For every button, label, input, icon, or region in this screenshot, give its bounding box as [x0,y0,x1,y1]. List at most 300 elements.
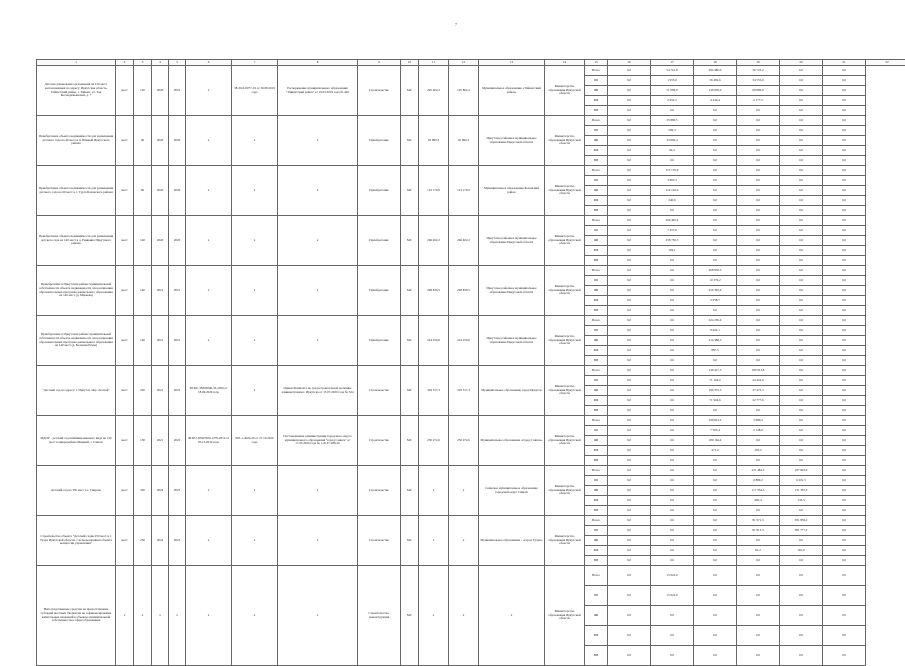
amount-cell: 0,0 [608,266,651,276]
funding-source-cell: ОБ [585,76,608,86]
funding-source-cell: ОБ [585,126,608,136]
permit-cell: х [186,566,232,666]
customer-cell: Муниципальное образование Боханский район [479,166,545,216]
amount-cell: 0,0 [651,106,694,116]
amount-cell: 0,0 [651,346,694,356]
amount-cell: 268 830,5 [694,266,737,276]
expertise-cell: х [232,466,278,516]
estimated-cost-cell: 224 250,0 [419,316,449,366]
amount-cell: 0,0 [694,536,737,546]
amount-cell: 0,0 [694,476,737,486]
amount-cell: 0,0 [651,406,694,416]
amount-cell: 0,0 [823,366,866,376]
amount-cell: 0,0 [823,76,866,86]
capacity-cell: 120 [134,66,152,116]
amount-cell: 0,0 [780,426,823,436]
unit-cell: мест [116,216,134,266]
amount-cell: 0,0 [737,406,780,416]
object-name-cell: Приобретение объекта недвижимости для размещения детского сада на 60 мест в с. Турга Боханского района [37,166,116,216]
amount-cell: 0,0 [780,216,823,226]
administrator-cell: Министерство образования Иркутской области [545,516,585,566]
ownership-cell: МС [401,66,419,116]
amount-cell: 0,0 [780,556,823,566]
amount-cell: 0,0 [823,286,866,296]
administrator-cell: Министерство образования Иркутской области [545,266,585,316]
end-year-cell: 2020 [169,166,186,216]
amount-cell: 0,0 [694,156,737,166]
amount-cell: 0,0 [608,626,651,646]
amount-cell: 0,0 [608,366,651,376]
administrator-cell: Министерство образования Иркутской области [545,66,585,116]
amount-cell: 0,0 [694,496,737,506]
funding-source-cell: Всего [585,266,608,276]
funding-source-cell: ОБ [585,276,608,286]
amount-cell: 0,0 [694,106,737,116]
unit-cell: х [116,566,134,666]
amount-cell: 0,0 [780,86,823,96]
amount-cell: 0,0 [694,216,737,226]
amount-cell: 0,0 [780,446,823,456]
amount-cell: 37 473,3 [737,386,780,396]
amount-cell: 0,0 [608,166,651,176]
amount-cell: 0,0 [651,426,694,436]
estimated-cost-cell: 45 990,3 [419,116,449,166]
amount-cell: 0,0 [651,386,694,396]
amount-cell: 509,3 [651,126,694,136]
amount-cell: 0,0 [694,126,737,136]
work-type-cell: Приобретение [358,216,401,266]
amount-cell: 0,0 [780,506,823,516]
funding-source-cell: ФБ [585,486,608,496]
amount-cell: 0,0 [823,446,866,456]
administrator-cell: Министерство образования Иркутской области [545,366,585,416]
amount-cell: 0,0 [737,276,780,286]
object-name-cell: Приобретение объекта недвижимости для размещения детского сада на 40 мест в п. Южный Иркутского района [37,116,116,166]
amount-cell: 0,0 [823,356,866,366]
amount-cell: 0,0 [694,136,737,146]
amount-cell: 0,0 [780,196,823,206]
amount-cell: 0,0 [608,336,651,346]
amount-cell: 0,0 [694,186,737,196]
amount-cell: 0,0 [737,356,780,366]
amount-cell: 0,0 [823,316,866,326]
amount-cell: 0,0 [823,276,866,286]
amount-cell: 0,0 [737,116,780,126]
amount-cell: 0,0 [737,156,780,166]
amount-cell: 69 890,0 [737,86,780,96]
decision-cell: х [278,566,358,666]
funding-source-cell: МБ [585,246,608,256]
amount-cell: 0,0 [780,246,823,256]
estimated-cost-cell: х [419,516,449,566]
amount-cell: 5 089,2 [737,416,780,426]
amount-cell: 0,0 [780,296,823,306]
capacity-cell: х [134,566,152,666]
column-number-header: 16 [608,60,651,66]
end-year-cell: 2022 [169,416,186,466]
funding-source-cell: Всего [585,66,608,76]
amount-cell: 0,0 [608,216,651,226]
funding-source-cell: ФБ [585,136,608,146]
amount-cell: 0,0 [737,436,780,446]
amount-cell: 0,0 [608,106,651,116]
amount-cell: 0,0 [823,626,866,646]
funding-source-cell: ОБ [585,586,608,606]
amount-cell: 0,0 [651,556,694,566]
expertise-cell: х [232,116,278,166]
amount-cell: 0,0 [823,146,866,156]
amount-cell: 0,0 [651,516,694,526]
amount-cell: 0,0 [651,496,694,506]
amount-cell: 0,0 [694,256,737,266]
customer-cell: х [479,566,545,666]
start-year-cell: 2022 [152,516,169,566]
amount-cell: 0,0 [608,516,651,526]
amount-cell: 0,0 [608,546,651,556]
amount-cell: 0,0 [780,256,823,266]
funding-source-cell: Всего [585,116,608,126]
amount-cell: 0,0 [651,356,694,366]
funding-source-cell: Всего [585,216,608,226]
amount-cell: 189 164,4 [694,436,737,446]
amount-cell: 0,0 [780,136,823,146]
funding-source-cell: Всего [585,366,608,376]
amount-cell: 240,6 [651,196,694,206]
amount-cell: 0,0 [737,316,780,326]
funding-source-cell: ВИ [585,506,608,516]
object-name-cell: МДОУ - детский сад комбинированного вида на 150 мест в микрорайоне Мирный, г. Саянск [37,416,116,466]
end-year-cell: 2020 [169,116,186,166]
remaining-cost-cell: х [449,466,479,516]
amount-cell: 0,0 [780,336,823,346]
column-number-header: 6 [186,60,232,66]
amount-cell: 0,0 [694,516,737,526]
amount-cell: 186 372,5 [694,386,737,396]
expertise-cell: 38-30-0-0077-19 от 30.08.2019 года [232,66,278,116]
capacity-cell: 350 [134,466,152,516]
unit-cell: мест [116,66,134,116]
amount-cell: 0,0 [780,456,823,466]
capacity-cell: 140 [134,266,152,316]
permit-cell: х [186,266,232,316]
expertise-cell: х [232,216,278,266]
amount-cell: 0,0 [780,326,823,336]
amount-cell: 0,0 [608,316,651,326]
amount-cell: 0,0 [823,66,866,76]
amount-cell: 0,0 [608,356,651,366]
amount-cell: 0,0 [823,386,866,396]
capacity-cell: 40 [134,116,152,166]
page-number: 7 [455,22,457,27]
ownership-cell: МС [401,116,419,166]
funding-source-cell: МБ [585,146,608,156]
ownership-cell: МС [401,316,419,366]
capacity-cell: 150 [134,416,152,466]
amount-cell: 7 457,6 [651,226,694,236]
funding-source-cell: ОБ [585,476,608,486]
customer-cell: Муниципальное образование «Тайшетский район» [479,66,545,116]
amount-cell: 0,0 [608,466,651,476]
customer-cell: Иркутское районное муниципальное образование Иркутской области [479,316,545,366]
amount-cell: 0,0 [737,176,780,186]
amount-cell: 0,0 [823,336,866,346]
funding-source-cell: ВИ [585,256,608,266]
amount-cell: 381 777,2 [780,526,823,536]
object-name-cell: "Детский сад по адресу: г. Иркутск, мкр. Лесной" [37,366,116,416]
amount-cell: 0,0 [823,416,866,426]
object-name-cell: Непосредственные средства на предоставление субсидий местным бюджетам на софинансирование капитальных вложений в объекты муниципальной собственности в сфере образования [37,566,116,666]
object-name-cell: Детская дошкольная организация на 120 мест, расположенная по адресу: Иркутская область, Тайшетский район, г. Тайшет, ул. Зои Космодемьянской, д. 7 [37,66,116,116]
amount-cell: 0,0 [823,186,866,196]
expertise-cell: х [232,566,278,666]
amount-cell: 0,0 [694,626,737,646]
funding-source-cell: МБ [585,496,608,506]
column-number-header: 9 [358,60,401,66]
decision-cell: х [278,166,358,216]
end-year-cell: 2023 [169,466,186,516]
ownership-cell: МС [401,366,419,416]
amount-cell: 0,0 [651,206,694,216]
amount-cell: 0,0 [823,106,866,116]
work-type-cell: Строительство [358,66,401,116]
amount-cell: 0,0 [780,66,823,76]
amount-cell: 0,0 [651,306,694,316]
customer-cell: Муниципальное образование город Иркутск [479,366,545,416]
permit-cell: х [186,116,232,166]
permit-cell: х [186,516,232,566]
amount-cell: 0,0 [780,186,823,196]
administrator-cell: Министерство образования Иркутской области [545,466,585,516]
estimated-cost-cell: х [419,566,449,666]
amount-cell: 0,0 [651,436,694,446]
amount-cell: 0,0 [737,166,780,176]
funding-source-cell: ФБ [585,336,608,346]
estimated-cost-cell: 123 170,9 [419,166,449,216]
table-row [37,366,905,376]
decision-cell: Распоряжение муниципального образования "Тайшетский район" от 19.03.2019 года № 492 [278,66,358,116]
amount-cell: 0,0 [737,266,780,276]
amount-cell: 0,0 [823,256,866,266]
unit-cell: мест [116,366,134,416]
funding-source-cell: ФБ [585,286,608,296]
amount-cell: 0,0 [737,216,780,226]
object-name-cell: Приобретение объекта недвижимости для размещения детского сада на 140 мест в д. Ревякина Иркутского района [37,216,116,266]
funding-source-cell: ОБ [585,176,608,186]
amount-cell: 131 335,3 [780,486,823,496]
start-year-cell: 2021 [152,366,169,416]
table-row [37,166,905,176]
remaining-cost-cell: 230 272,6 [449,416,479,466]
amount-cell: 36 482,6 [694,76,737,86]
funding-source-cell: ВИ [585,646,608,666]
amount-cell: 0,0 [780,376,823,386]
amount-cell: 0,0 [823,126,866,136]
column-number-header: 3 [134,60,152,66]
amount-cell: 0,0 [694,456,737,466]
amount-cell: 0,0 [780,406,823,416]
amount-cell: 0,0 [823,456,866,466]
amount-cell: 0,0 [823,436,866,446]
amount-cell: 0,0 [737,126,780,136]
amount-cell: 0,0 [823,236,866,246]
table-row [37,266,905,276]
table-row [37,416,905,426]
amount-cell: 0,0 [737,136,780,146]
amount-cell: 0,0 [737,206,780,216]
permit-cell: х [186,466,232,516]
amount-cell: 0,0 [737,346,780,356]
funding-source-cell: ВИ [585,406,608,416]
funding-source-cell: Всего [585,166,608,176]
unit-cell: мест [116,266,134,316]
remaining-cost-cell: 123 170,9 [449,166,479,216]
decision-cell: х [278,116,358,166]
work-type-cell: Приобретение [358,316,401,366]
amount-cell: 0,0 [694,166,737,176]
end-year-cell: 2022 [169,366,186,416]
customer-cell: Иркутское районное муниципальное образование Иркутской области [479,266,545,316]
column-number-header: 8 [278,60,358,66]
amount-cell: 0,0 [823,506,866,516]
amount-cell: 0,0 [737,326,780,336]
amount-cell: 0,0 [823,406,866,416]
amount-cell: 0,0 [651,256,694,266]
amount-cell: 0,0 [823,516,866,526]
amount-cell: 0,0 [780,366,823,376]
amount-cell: 0,0 [694,566,737,586]
amount-cell: 0,0 [823,476,866,486]
amount-cell: 0,0 [694,356,737,366]
column-number-header: 20 [780,60,823,66]
start-year-cell: 2020 [152,216,169,266]
amount-cell: 0,0 [737,186,780,196]
amount-cell: 0,0 [608,306,651,316]
amount-cell: 15 622,0 [651,566,694,586]
amount-cell: 0,0 [823,266,866,276]
amount-cell: 0,0 [823,376,866,386]
customer-cell: Иркутское районное муниципальное образование Иркутской области [479,116,545,166]
amount-cell: 293,2 [737,446,780,456]
column-number-header: 12 [449,60,479,66]
amount-cell: 0,0 [608,296,651,306]
amount-cell: 51 696,0 [651,86,694,96]
permit-cell: 38-RU-38307000-1278-2019 от 05.12.2019 года [186,416,232,466]
funding-source-cell: ВИ [585,106,608,116]
amount-cell: 0,0 [608,246,651,256]
funding-source-cell: ФБ [585,86,608,96]
amount-cell: 0,0 [651,396,694,406]
funding-source-cell: ВИ [585,456,608,466]
amount-cell: 0,0 [737,626,780,646]
amount-cell: 0,0 [780,266,823,276]
amount-cell: 0,0 [780,126,823,136]
amount-cell: 0,0 [608,386,651,396]
amount-cell: 0,0 [823,426,866,436]
amount-cell: 0,0 [608,76,651,86]
end-year-cell: х [169,566,186,666]
expertise-cell: х [232,266,278,316]
amount-cell: 1 955,0 [651,76,694,86]
amount-cell: 0,0 [780,206,823,216]
funding-source-cell: ВИ [585,556,608,566]
capacity-cell: 140 [134,316,152,366]
amount-cell: 81 971,3 [737,516,780,526]
expertise-cell: х [232,316,278,366]
amount-cell: 0,0 [780,276,823,286]
amount-cell: 92,2 [651,146,694,156]
funding-source-cell: Всего [585,316,608,326]
amount-cell: 0,0 [780,226,823,236]
amount-cell: 0,0 [651,316,694,326]
work-type-cell: Приобретение [358,166,401,216]
start-year-cell: 2020 [152,66,169,116]
amount-cell: 0,0 [651,366,694,376]
amount-cell: 0,0 [823,346,866,356]
amount-cell: 258 750,5 [651,236,694,246]
amount-cell: 0,0 [651,546,694,556]
amount-cell: 0,0 [608,346,651,356]
permit-cell: х [186,166,232,216]
amount-cell: 3 803,3 [651,176,694,186]
table-row [37,116,905,126]
amount-cell: 187 922,9 [780,466,823,476]
amount-cell: 6 201,5 [780,476,823,486]
amount-cell: 0,0 [651,446,694,456]
amount-cell: 0,0 [608,646,651,666]
amount-cell: 71 904,6 [694,396,737,406]
amount-cell: 0,0 [694,176,737,186]
amount-cell: 0,0 [780,236,823,246]
amount-cell: 0,0 [737,336,780,346]
amount-cell: 0,0 [694,556,737,566]
amount-cell: 381 859,2 [780,516,823,526]
amount-cell: 81 913,3 [737,526,780,536]
unit-cell: мест [116,316,134,366]
table-row [37,216,905,226]
amount-cell: 0,0 [780,146,823,156]
start-year-cell: 2021 [152,266,169,316]
amount-cell: 0,0 [780,166,823,176]
amount-cell: 0,0 [737,456,780,466]
amount-cell: 0,0 [651,296,694,306]
amount-cell: 0,0 [608,226,651,236]
work-type-cell: Строительство [358,416,401,466]
customer-cell: Свирское муниципальное образование городской округ Свирск [479,466,545,516]
funding-source-cell: ОБ [585,376,608,386]
decision-cell: х [278,516,358,566]
amount-cell: 0,0 [608,196,651,206]
administrator-cell: Министерство образования Иркутской области [545,166,585,216]
administrator-cell: Министерство образования Иркутской области [545,316,585,366]
funding-source-cell: Всего [585,466,608,476]
amount-cell: 0,0 [694,226,737,236]
ownership-cell: МС [401,416,419,466]
start-year-cell: х [152,566,169,666]
amount-cell: 117 334,5 [737,486,780,496]
amount-cell: 0,0 [694,246,737,256]
table-body [37,66,905,666]
amount-cell: 0,0 [651,506,694,516]
amount-cell: 0,0 [737,246,780,256]
permit-cell: 38-RU-38303000-33-2020 от 18.06.2020 года [186,366,232,416]
amount-cell: 0,0 [823,326,866,336]
ownership-cell: МС [401,516,419,566]
unit-cell: мест [116,416,134,466]
end-year-cell: 2022 [169,66,186,116]
amount-cell: 0,0 [823,296,866,306]
amount-cell: 0,0 [608,536,651,546]
funding-source-cell: ОБ [585,426,608,436]
